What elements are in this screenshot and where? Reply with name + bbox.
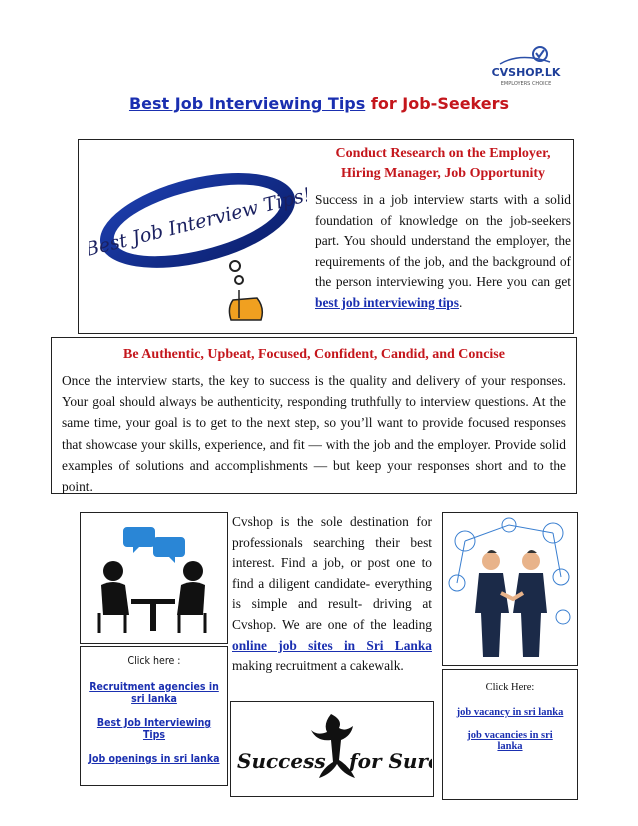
svg-text:for Sure: for Sure — [349, 749, 432, 773]
success-image — [230, 701, 434, 797]
authentic-body: Once the interview starts, the key to success is the quality and delivery of your responses. Your goal should always be authenticity, responding truthfully to interview questions. At the same time, your goal is to get to the next step, so you’ll want to provide focused responses that showcase your skills, experience, and fit — with the job and the employer. Provide solid examples of solutions and accomplishments — but keep your responses short and to the point. — [62, 373, 566, 495]
title-link[interactable]: Best Job Interviewing Tips — [128, 94, 366, 113]
meeting-image — [80, 512, 228, 644]
left-links-box — [80, 646, 228, 786]
page-title — [0, 94, 638, 113]
authentic-heading: Be Authentic, Upbeat, Focused, Confident, Candid, and Concise — [123, 347, 505, 362]
best-job-interviewing-tips-link[interactable]: Best Job Interviewing Tips — [96, 717, 212, 741]
job-vacancies-link[interactable]: job vacancies in sri lanka — [467, 730, 553, 752]
title-suffix: for Job-Seekers — [370, 94, 510, 113]
cvshop-description: Cvshop is the sole destination for professionals searching their best interest. Find a job, or post one to find a diligent candidate- everything is simple and result- driving at Cvshop. We are one of the leading online job sites in Sri Lanka making recruitment a cakewalk. — [232, 514, 432, 674]
cvshop-logo — [490, 44, 562, 90]
svg-text:Success: Success — [237, 749, 326, 773]
authentic-section — [51, 337, 577, 494]
job-vacancy-link[interactable]: job vacancy in sri lanka — [456, 707, 564, 718]
job-openings-link[interactable]: Job openings in sri lanka — [88, 753, 220, 765]
right-links-box — [442, 669, 578, 800]
right-links-label: Click Here: — [485, 682, 535, 693]
svg-text:CVSHOP.LK: CVSHOP.LK — [491, 66, 561, 79]
online-job-sites-link[interactable]: online job sites in Sri Lanka — [232, 637, 432, 653]
research-body: Success in a job interview starts with a solid foundation of knowledge on the job-seekers part. You should understand the employer, the requirements of the job, and the background of the person interviewing you. Here you can get best job interviewing tips. — [315, 192, 571, 310]
recruitment-agencies-link[interactable]: Recruitment agencies in sri lanka — [89, 681, 219, 705]
research-heading: Conduct Research on the Employer, Hiring Manager, Job Opportunity — [335, 146, 551, 181]
interview-tips-image — [89, 148, 307, 324]
best-job-tips-link[interactable]: best job interviewing tips — [315, 294, 459, 310]
svg-text:EMPLOYERS CHOICE: EMPLOYERS CHOICE — [500, 81, 552, 87]
research-section — [78, 139, 574, 334]
svg-text:Best Job Interview Tips!: Best Job Interview Tips! — [89, 183, 307, 262]
handshake-image — [442, 512, 578, 666]
left-links-label: Click here : — [127, 655, 181, 667]
